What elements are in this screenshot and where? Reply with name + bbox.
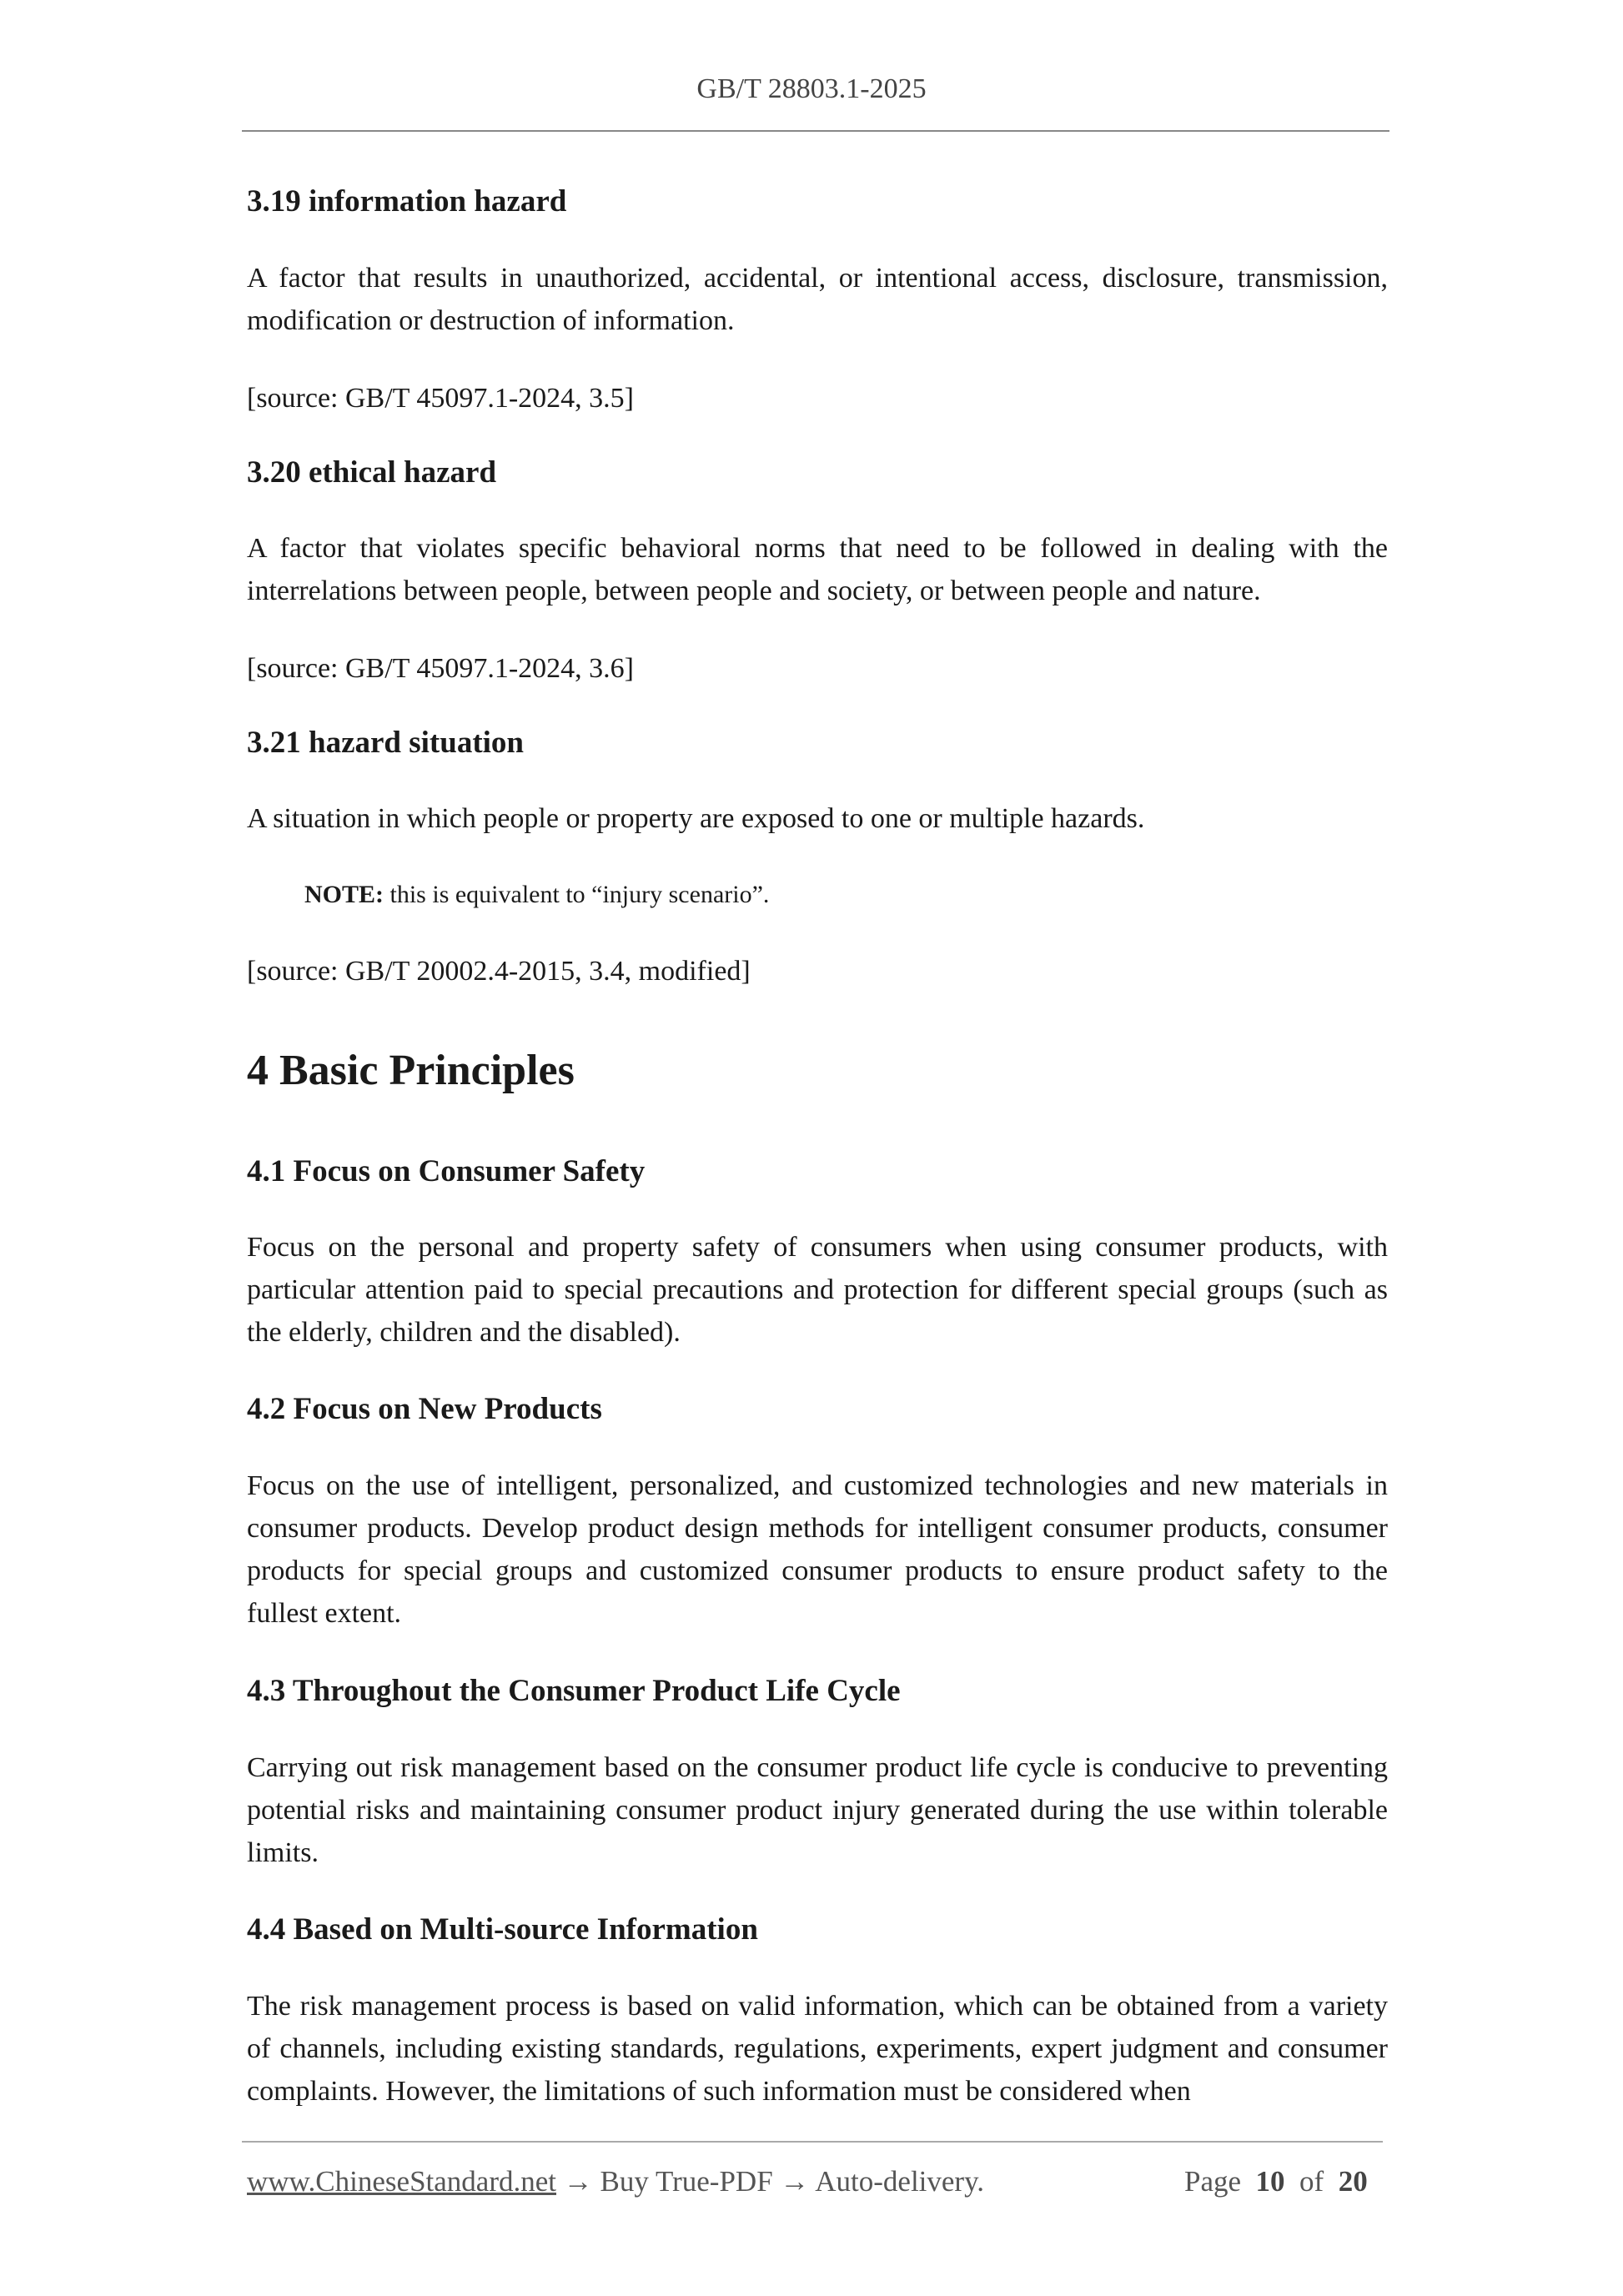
site-link[interactable]: www.ChineseStandard.net	[247, 2165, 556, 2198]
of-word: of	[1299, 2165, 1324, 2198]
section-heading-4-3: 4.3 Throughout the Consumer Product Life Cycle	[247, 1674, 901, 1708]
section-source-3-20: [source: GB/T 45097.1-2024, 3.6]	[247, 653, 634, 684]
section-heading-3-21: 3.21 hazard situation	[247, 726, 525, 760]
note-3-21	[304, 877, 1388, 913]
page-counter	[1184, 2165, 1368, 2198]
page-word: Page	[1184, 2165, 1242, 2198]
note-text: this is equivalent to “injury scenario”.	[384, 881, 770, 908]
chapter-heading-4: 4 Basic Principles	[247, 1047, 575, 1094]
section-text-4-1: Focus on the personal and property safety of consumers when using consumer products, with particular attention paid to special precautions and protection for different special groups (such as the elderly, children and the disabled).	[247, 1232, 1388, 1348]
section-source-3-19: [source: GB/T 45097.1-2024, 3.5]	[247, 383, 634, 414]
header-divider	[242, 130, 1389, 132]
footer-promo	[247, 2165, 984, 2198]
section-heading-3-20: 3.20 ethical hazard	[247, 455, 497, 490]
section-source-3-21: [source: GB/T 20002.4-2015, 3.4, modified]	[247, 956, 751, 987]
section-text-4-4: The risk management process is based on valid information, which can be obtained from a variety of channels, including existing standards, regulations, experiments, expert judgment and consumer complaints. However, the limitations of such information must be considered when	[247, 1991, 1388, 2107]
arrow-right-icon: →	[556, 2165, 600, 2198]
section-text-4-2: Focus on the use of intelligent, personalized, and customized technologies and new materials in consumer products. Develop product design methods for intelligent consumer products, consumer products for special groups and customized consumer products to ensure product safety to the fullest extent.	[247, 1470, 1388, 1629]
page-total: 20	[1338, 2165, 1368, 2198]
page-header: GB/T 28803.1-2025	[696, 73, 927, 104]
section-heading-4-1: 4.1 Focus on Consumer Safety	[247, 1154, 646, 1188]
note-label: NOTE:	[304, 881, 384, 908]
section-text-3-21: A situation in which people or property are exposed to one or multiple hazards.	[247, 803, 1145, 834]
section-heading-4-2: 4.2 Focus on New Products	[247, 1392, 602, 1426]
auto-delivery-text: Auto-delivery.	[815, 2165, 985, 2198]
footer-divider	[242, 2141, 1383, 2143]
section-heading-4-4: 4.4 Based on Multi-source Information	[247, 1912, 758, 1947]
section-heading-3-19: 3.19 information hazard	[247, 184, 567, 219]
section-text-4-3: Carrying out risk management based on the consumer product life cycle is conducive to preventing potential risks and maintaining consumer product injury generated during the use within tolerable limits.	[247, 1752, 1388, 1868]
page-number: 10	[1255, 2165, 1285, 2198]
arrow-right-icon: →	[772, 2165, 816, 2198]
buy-pdf-text: Buy True-PDF	[600, 2165, 773, 2198]
section-text-3-20: A factor that violates specific behavioral norms that need to be followed in dealing with the interrelations between people, between people and society, or between people and nature.	[247, 533, 1388, 606]
section-text-3-19: A factor that results in unauthorized, accidental, or intentional access, disclosure, transmission, modification or destruction of information.	[247, 263, 1388, 336]
